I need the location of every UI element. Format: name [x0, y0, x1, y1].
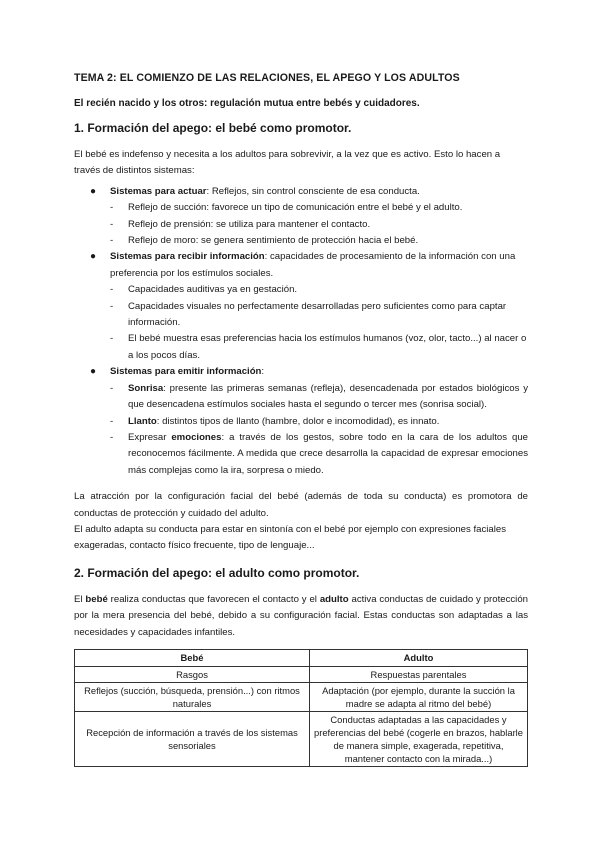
document-content	[74, 72, 528, 767]
system-desc: :	[261, 366, 265, 378]
table-header: Adulto	[310, 649, 528, 666]
table-header: Bebé	[75, 649, 310, 666]
system-name: Sistemas para actuar	[110, 185, 207, 197]
list-item	[110, 217, 528, 233]
table-cell: Recepción de información a través de los sistemas sensoriales	[75, 711, 310, 766]
list-item-text: Reflejo de succión: favorece un tipo de comunicación entre el bebé y el adulto.	[128, 202, 463, 214]
bold-term: emociones	[171, 431, 222, 443]
table-cell: Rasgos	[75, 666, 310, 682]
system-item-recibir	[74, 249, 528, 364]
list-item	[110, 299, 528, 332]
system-desc: : capacidades de procesamiento de la información con una preferencia por los estímulos sociales.	[110, 251, 516, 279]
system-item-emitir	[74, 364, 528, 479]
section1-heading: 1. Formación del apego: el bebé como promotor.	[74, 121, 352, 135]
dash-icon: -	[110, 202, 114, 214]
list-item-text: Reflejo de prensión: se utiliza para mantener el contacto.	[128, 218, 371, 230]
bold-term: bebé	[85, 593, 108, 605]
dash-icon: -	[110, 415, 114, 427]
list-item-text: : presente las primeras semanas (refleja), desencadenada por estados biológicos y que desencadena estímulos sociales hasta el segundo o tercer mes (sonrisa social).	[128, 382, 528, 411]
list-item-text: Reflejo de moro: se genera sentimiento de protección hacia el bebé.	[128, 235, 419, 247]
list-item	[110, 331, 528, 364]
bold-term: Llanto	[128, 415, 157, 427]
section2-paragraph	[74, 592, 528, 641]
sublist	[110, 200, 528, 249]
list-item-text: El bebé muestra esas preferencias hacia los estímulos humanos (voz, olor, tacto...) al nacer o a los pocos días.	[128, 333, 527, 361]
text-part: activa conductas de cuidado y protección por la mera presencia del bebé, debido a su configuración facial. Estas conductas son adaptadas a las necesidades y capacidades infantiles.	[74, 593, 528, 638]
system-name: Sistemas para emitir información	[110, 366, 262, 378]
text-part: realiza conductas que favorecen el contacto y el	[107, 593, 320, 605]
dash-icon: -	[110, 284, 114, 296]
bold-term: adulto	[319, 593, 349, 605]
table-cell: Respuestas parentales	[310, 666, 528, 682]
sublist	[110, 381, 528, 479]
system-item-actuar	[74, 184, 528, 250]
dash-icon: -	[110, 431, 114, 443]
table-cell: Adaptación (por ejemplo, durante la succión la madre se adapta al ritmo del bebé)	[310, 682, 528, 711]
table-row	[75, 682, 528, 711]
list-item-text: Capacidades auditivas ya en gestación.	[128, 284, 298, 296]
list-item	[110, 233, 528, 249]
list-item	[110, 381, 528, 414]
bullet-icon: ●	[90, 366, 97, 378]
list-item	[110, 200, 528, 216]
systems-list	[74, 184, 528, 479]
list-item	[110, 414, 528, 430]
section1-intro: El bebé es indefenso y necesita a los adultos para sobrevivir, a la vez que es activo. Esto lo hacen a través de distintos sistemas:	[74, 149, 501, 177]
closing-paragraph-2: El adulto adapta su conducta para estar en sintonía con el bebé por ejemplo con expresiones faciales exageradas, contacto físico frecuente, tipo de lenguaje...	[74, 523, 506, 552]
system-desc: : Reflejos, sin control consciente de esa conducta.	[206, 185, 420, 197]
system-name: Sistemas para recibir información	[110, 251, 265, 263]
closing-paragraph-1: La atracción por la configuración facial del bebé (además de toda su conducta) es promotora de conductas de protección y cuidado del adulto.	[74, 491, 528, 519]
table-row	[75, 711, 528, 766]
dash-icon: -	[110, 333, 114, 345]
dash-icon: -	[110, 218, 114, 230]
dash-icon: -	[110, 300, 114, 312]
dash-icon: -	[110, 235, 114, 247]
comparison-table	[74, 649, 528, 767]
table-row	[75, 666, 528, 682]
list-item	[110, 430, 528, 479]
list-item-text: Capacidades visuales no perfectamente desarrolladas pero suficientes como para captar información.	[128, 300, 507, 329]
bold-term: Sonrisa	[128, 382, 164, 394]
table-cell: Conductas adaptadas a las capacidades y preferencias del bebé (cogerle en brazos, hablarle de manera simple, exagerada, repetitiva, mantener contacto con la mirada...)	[310, 711, 528, 766]
bullet-icon: ●	[90, 185, 97, 197]
document-title: TEMA 2: EL COMIENZO DE LAS RELACIONES, EL APEGO Y LOS ADULTOS	[74, 72, 460, 84]
list-item-text: : distintos tipos de llanto (hambre, dolor e incomodidad), es innato.	[156, 415, 440, 427]
text-part: El	[74, 593, 86, 605]
text-pre: Expresar	[128, 431, 172, 443]
dash-icon: -	[110, 382, 114, 394]
document-subtitle: El recién nacido y los otros: regulación mutua entre bebés y cuidadores.	[74, 98, 420, 109]
sublist	[110, 282, 528, 364]
bullet-icon: ●	[90, 251, 97, 263]
list-item	[110, 282, 528, 298]
section2-heading: 2. Formación del apego: el adulto como promotor.	[74, 565, 360, 580]
table-cell: Reflejos (succión, búsqueda, prensión...) con ritmos naturales	[75, 682, 310, 711]
list-item-text: : a través de los gestos, sobre todo en la cara de los adultos que reconocemos fácilmente. A medida que crece desarrolla la capacidad de expresar emociones más complejas como la ira, sorpresa o miedo.	[128, 431, 528, 476]
table-header-row	[75, 649, 528, 666]
